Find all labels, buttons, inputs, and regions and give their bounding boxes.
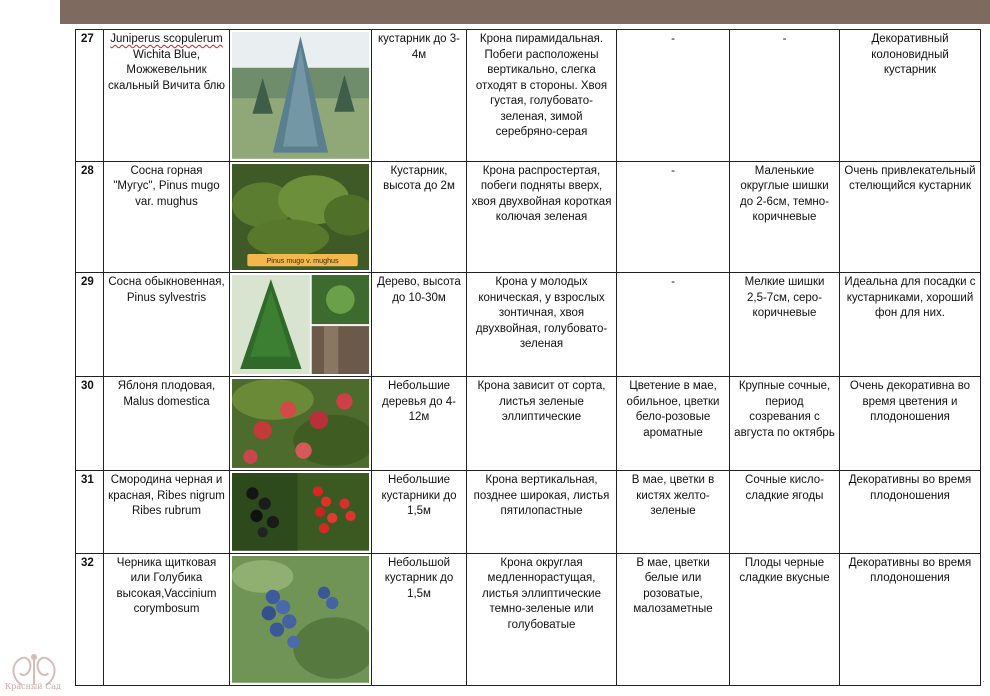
flowering: -	[617, 273, 730, 377]
plant-photo-cell	[230, 30, 372, 162]
crown-description: Крона вертикальная, позднее широкая, листья пятилопастные	[467, 471, 617, 554]
fruit: Маленькие округлые шишки до 2-6см, темно-коричневые	[730, 161, 840, 272]
table-row	[76, 553, 981, 685]
decorative-value: Идеальна для посадки с кустарниками, хороший фон для них.	[840, 273, 981, 377]
scots-pine-photo	[232, 275, 369, 374]
flowering: -	[617, 30, 730, 162]
fruit: Мелкие шишки 2,5-7см, серо-коричневые	[730, 273, 840, 377]
corner-mark: ·	[982, 676, 985, 686]
header-band	[60, 0, 990, 24]
crown-description: Крона зависит от сорта, листья зеленые эллиптические	[467, 377, 617, 471]
header-bar	[0, 0, 990, 24]
table-row	[76, 30, 981, 162]
plant-name: Сосна обыкновенная, Pinus sylvestris	[104, 273, 230, 377]
row-number: 28	[76, 161, 104, 272]
flowering: В мае, цветки в кистях желто-зеленые	[617, 471, 730, 554]
table-row	[76, 471, 981, 554]
plant-photo-cell	[230, 377, 372, 471]
crown-description: Крона округлая медленнорастущая, листья эллиптические темно-зеленые или голубоватые	[467, 553, 617, 685]
table-row	[76, 273, 981, 377]
decorative-value: Очень привлекательный стелющийся кустарник	[840, 161, 981, 272]
row-number: 27	[76, 30, 104, 162]
row-number: 32	[76, 553, 104, 685]
plant-name: Смородина черная и красная, Ribes nigrum Ribes rubrum	[104, 471, 230, 554]
decorative-value: Декоративны во время плодоношения	[840, 553, 981, 685]
fruit: -	[730, 30, 840, 162]
plant-name: Сосна горная "Мугус", Pinus mugo var. mughus	[104, 161, 230, 272]
fruit: Плоды черные сладкие вкусные	[730, 553, 840, 685]
plant-name: Черника щитковая или Голубика высокая,Vaccinium corymbosum	[104, 553, 230, 685]
juniper-photo	[232, 32, 369, 159]
table-row	[76, 161, 981, 272]
decorative-value: Декоративны во время плодоношения	[840, 471, 981, 554]
crown-description: Крона пирамидальная. Побеги расположены вертикально, слегка отходят в стороны. Хвоя густая, голубовато-зеленая, зимой серебряно-серая	[467, 30, 617, 162]
plant-name: Яблоня плодовая, Malus domestica	[104, 377, 230, 471]
plant-photo-cell	[230, 471, 372, 554]
currant-photo	[232, 473, 369, 551]
decorative-value: Декоративный колоновидный кустарник	[840, 30, 981, 162]
plant-type: Кустарник, высота до 2м	[372, 161, 467, 272]
photo-caption: Pinus mugo v. mughus	[266, 256, 339, 265]
plant-type: Дерево, высота до 10-30м	[372, 273, 467, 377]
row-number: 29	[76, 273, 104, 377]
plant-type: Небольшой кустарник до 1,5м	[372, 553, 467, 685]
row-number: 30	[76, 377, 104, 471]
mountain-pine-photo	[232, 164, 369, 270]
plant-type: кустарник до 3-4м	[372, 30, 467, 162]
plant-photo-cell	[230, 273, 372, 377]
flowering: -	[617, 161, 730, 272]
decorative-value: Очень декоративна во время цветения и плодоношения	[840, 377, 981, 471]
plant-name	[104, 30, 230, 162]
row-number: 31	[76, 471, 104, 554]
blueberry-photo	[232, 556, 369, 683]
plant-name-rest: Wichita Blue, Можжевельник скальный Вичита блю	[108, 48, 226, 92]
flowering: Цветение в мае, обильное, цветки бело-розовые ароматные	[617, 377, 730, 471]
crown-description: Крона распростертая, побеги подняты вверх, хвоя двухвойная короткая колючая зеленая	[467, 161, 617, 272]
plant-latin-name: Juniperus scopulerum	[110, 33, 223, 45]
plant-type: Небольшие деревья до 4-12м	[372, 377, 467, 471]
apple-tree-photo	[232, 379, 369, 468]
fruit: Крупные сочные, период созревания с августа по октябрь	[730, 377, 840, 471]
flowering: В мае, цветки белые или розоватые, малозаметные	[617, 553, 730, 685]
crown-description: Крона у молодых коническая, у взрослых зонтичная, хвоя двухвойная, голубовато-зеленая	[467, 273, 617, 377]
plants-table	[75, 29, 981, 686]
table-row	[76, 377, 981, 471]
plant-photo-cell	[230, 161, 372, 272]
plant-type: Небольшие кустарники до 1,5м	[372, 471, 467, 554]
logo-text: Красный Сад	[5, 682, 61, 691]
plant-photo-cell	[230, 553, 372, 685]
fruit: Сочные кисло-сладкие ягоды	[730, 471, 840, 554]
